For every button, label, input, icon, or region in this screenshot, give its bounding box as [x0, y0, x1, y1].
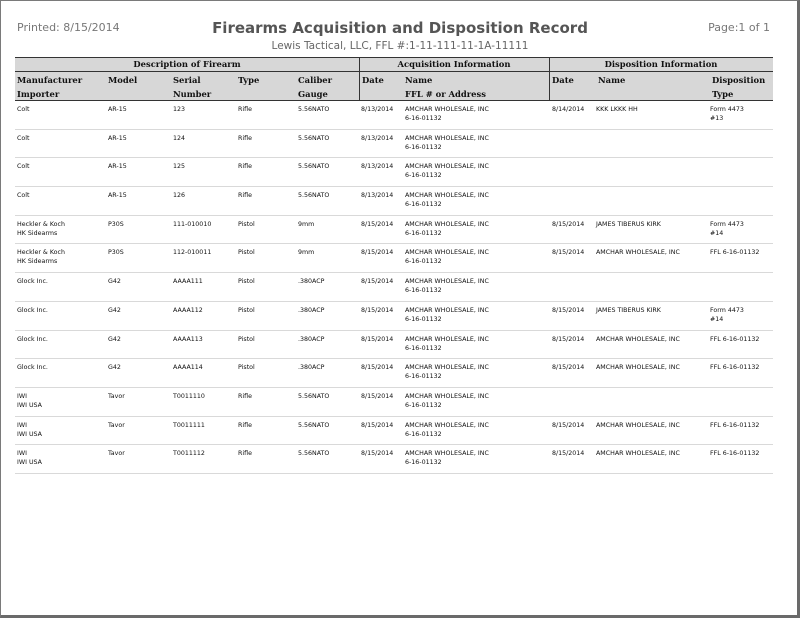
cell-manufacturer: [17, 363, 48, 372]
cell-type-line: Rifle: [238, 134, 252, 142]
cell-acq-date: [361, 335, 393, 344]
cell-disposition-type-line: FFL 6-16-01132: [710, 450, 760, 458]
cell-acq-name-line2: 6-16-01132: [405, 287, 442, 295]
cell-manufacturer-line: Glock Inc.: [17, 278, 48, 286]
cell-acq-name: [405, 363, 489, 381]
cell-model-line: G42: [108, 335, 121, 343]
cell-type: [238, 363, 255, 372]
cell-model: [108, 363, 121, 372]
cell-caliber-line: 5.56NATO: [298, 134, 330, 142]
cell-acq-date-line: 8/15/2014: [361, 278, 394, 286]
cell-acq-name-line: AMCHAR WHOLESALE, INC: [405, 450, 489, 458]
cell-acq-date-line: 8/15/2014: [361, 335, 394, 343]
cell-disposition-type-line: Form 4473: [710, 106, 744, 113]
cell-disp-name-line: JAMES TIBERUS KIRK: [596, 220, 661, 228]
cell-manufacturer: [17, 105, 29, 114]
cell-disp-name-line: JAMES TIBERUS KIRK: [596, 306, 661, 314]
col-acq-date: Date: [362, 75, 384, 85]
cell-type: [238, 134, 252, 143]
table-header: [15, 57, 773, 101]
cell-serial-number-line: T0011111: [173, 421, 205, 429]
cell-manufacturer: [17, 306, 48, 315]
cell-caliber: [298, 248, 314, 257]
cell-serial-number: [173, 191, 185, 200]
cell-caliber: [298, 162, 329, 171]
cell-serial-number-line: T0011110: [173, 392, 205, 400]
printed-date: Printed: 8/15/2014: [17, 21, 120, 34]
cell-caliber-line: 9mm: [298, 220, 315, 228]
table-row: [15, 244, 773, 273]
cell-disp-date-line: 8/15/2014: [552, 335, 585, 343]
cell-type: [238, 162, 252, 171]
cell-manufacturer-line: IWI: [17, 450, 27, 458]
cell-caliber: [298, 105, 329, 114]
cell-serial-number-line: 124: [173, 134, 186, 142]
cell-serial-number-line: 123: [173, 106, 186, 113]
cell-caliber-line: 5.56NATO: [298, 106, 330, 113]
cell-acq-date-line: 8/15/2014: [361, 249, 394, 257]
cell-acq-date: [361, 363, 393, 372]
cell-acq-date: [361, 105, 393, 114]
cell-type-line: Pistol: [238, 220, 255, 228]
cell-serial-number: [173, 248, 211, 257]
cell-manufacturer-line: Glock Inc.: [17, 306, 48, 314]
table-row: [15, 331, 773, 360]
report-subtitle: Lewis Tactical, LLC, FFL #:1-11-111-11-1A-11111: [271, 40, 529, 52]
cell-acq-name: [405, 134, 489, 152]
cell-acq-date-line: 8/13/2014: [361, 106, 394, 113]
cell-acq-name-line2: 6-16-01132: [405, 373, 442, 381]
cell-serial-number-line: T0011112: [173, 450, 205, 458]
cell-model-line: G42: [108, 306, 121, 314]
cell-caliber: [298, 335, 324, 344]
cell-acq-name-line: AMCHAR WHOLESALE, INC: [405, 392, 489, 400]
cell-disp-name: [596, 105, 638, 114]
cell-serial-number-line: AAAA113: [173, 335, 203, 343]
cell-disp-date-line: 8/15/2014: [552, 364, 585, 372]
cell-disp-name-line: AMCHAR WHOLESALE, INC: [596, 249, 680, 257]
cell-disp-date: [552, 449, 584, 458]
cell-model: [108, 191, 127, 200]
cell-acq-name: [405, 335, 489, 353]
cell-manufacturer-line2: IWI USA: [17, 430, 42, 438]
cell-serial-number: [173, 306, 203, 315]
group-acquisition-information: Acquisition Information: [359, 58, 549, 72]
cell-acq-name-line: AMCHAR WHOLESALE, INC: [405, 106, 489, 113]
cell-disposition-type-line: Form 4473: [710, 220, 744, 228]
cell-disp-date: [552, 248, 584, 257]
cell-manufacturer-line: IWI: [17, 392, 27, 400]
cell-acq-date: [361, 220, 393, 229]
cell-acq-date-line: 8/13/2014: [361, 192, 394, 200]
cell-caliber: [298, 277, 324, 286]
cell-caliber-line: .380ACP: [298, 306, 325, 314]
cell-caliber-line: 5.56NATO: [298, 450, 330, 458]
cell-manufacturer-line2: HK Sidearms: [17, 229, 58, 237]
cell-caliber-line: .380ACP: [298, 364, 325, 372]
table-row: [15, 388, 773, 417]
cell-acq-name-line: AMCHAR WHOLESALE, INC: [405, 163, 489, 171]
cell-type-line: Rifle: [238, 421, 252, 429]
cell-disp-name-line: AMCHAR WHOLESALE, INC: [596, 450, 680, 458]
cell-model-line: Tavor: [108, 392, 125, 400]
cell-manufacturer: [17, 335, 48, 344]
cell-manufacturer-line: Glock Inc.: [17, 364, 48, 372]
cell-model: [108, 421, 125, 430]
cell-caliber-line: 5.56NATO: [298, 392, 330, 400]
cell-acq-name-line: AMCHAR WHOLESALE, INC: [405, 335, 489, 343]
cell-disp-name: [596, 306, 661, 315]
col-disp-name: Name: [598, 75, 626, 85]
cell-disp-date: [552, 220, 584, 229]
cell-acq-name-line2: 6-16-01132: [405, 229, 442, 237]
col-gauge: Gauge: [298, 89, 328, 99]
col-serial: Serial: [173, 75, 201, 85]
cell-serial-number: [173, 449, 205, 458]
cell-manufacturer: [17, 191, 29, 200]
cell-acq-name-line2: 6-16-01132: [405, 344, 442, 352]
cell-acq-name-line2: 6-16-01132: [405, 201, 442, 209]
cell-manufacturer: [17, 277, 48, 286]
cell-acq-name: [405, 421, 489, 439]
cell-disp-date: [552, 335, 584, 344]
cell-manufacturer-line: Heckler & Koch: [17, 249, 65, 257]
cell-caliber-line: 5.56NATO: [298, 192, 330, 200]
cell-acq-date-line: 8/15/2014: [361, 392, 394, 400]
cell-caliber: [298, 363, 324, 372]
cell-disp-name: [596, 363, 680, 372]
cell-acq-name-line: AMCHAR WHOLESALE, INC: [405, 220, 489, 228]
col-importer: Importer: [17, 89, 60, 99]
cell-serial-number: [173, 421, 205, 430]
cell-serial-number: [173, 363, 203, 372]
cell-acq-date: [361, 277, 393, 286]
cell-manufacturer: [17, 134, 29, 143]
cell-acq-name: [405, 449, 489, 467]
cell-acq-date-line: 8/15/2014: [361, 421, 394, 429]
cell-type: [238, 277, 255, 286]
cell-acq-date: [361, 134, 393, 143]
cell-model-line: AR-15: [108, 163, 127, 171]
cell-model-line: AR-15: [108, 192, 127, 200]
cell-disposition-type: [710, 421, 759, 430]
cell-disp-date-line: 8/15/2014: [552, 220, 585, 228]
cell-acq-name: [405, 162, 489, 180]
cell-model-line: G42: [108, 364, 121, 372]
cell-serial-number: [173, 220, 211, 229]
cell-model-line: Tavor: [108, 450, 125, 458]
cell-acq-date-line: 8/15/2014: [361, 220, 394, 228]
cell-type-line: Rifle: [238, 163, 252, 171]
cell-acq-name: [405, 105, 489, 123]
cell-manufacturer-line: Glock Inc.: [17, 335, 48, 343]
cell-manufacturer-line: Colt: [17, 134, 30, 142]
report-title: Firearms Acquisition and Disposition Record: [212, 19, 588, 37]
table-row: [15, 273, 773, 302]
group-disposition-information: Disposition Information: [549, 58, 773, 72]
cell-manufacturer-line: IWI: [17, 421, 27, 429]
cell-manufacturer-line: Colt: [17, 106, 30, 113]
cell-acq-date: [361, 392, 393, 401]
cell-disp-date-line: 8/14/2014: [552, 106, 585, 113]
cell-disp-name: [596, 248, 680, 257]
col-manufacturer: Manufacturer: [17, 75, 83, 85]
cell-serial-number: [173, 134, 185, 143]
cell-acq-name: [405, 191, 489, 209]
cell-caliber-line: 5.56NATO: [298, 421, 330, 429]
cell-disposition-type-line2: #14: [710, 315, 724, 323]
cell-disposition-type-line2: #13: [710, 115, 724, 122]
cell-serial-number: [173, 335, 203, 344]
cell-acq-name-line2: 6-16-01132: [405, 258, 442, 266]
cell-disp-date-line: 8/15/2014: [552, 306, 585, 314]
col-model: Model: [108, 75, 138, 85]
cell-caliber: [298, 392, 329, 401]
cell-disp-name: [596, 220, 661, 229]
col-type: Type: [238, 75, 260, 85]
cell-disposition-type: [710, 449, 759, 458]
cell-serial-number-line: AAAA112: [173, 306, 203, 314]
cell-disposition-type-line: FFL 6-16-01132: [710, 421, 760, 429]
cell-acq-date-line: 8/13/2014: [361, 163, 394, 171]
header-divider: [549, 58, 550, 100]
cell-serial-number-line: 126: [173, 192, 186, 200]
cell-manufacturer-line: Colt: [17, 192, 30, 200]
cell-type: [238, 392, 252, 401]
cell-serial-number: [173, 392, 205, 401]
cell-disp-name-line: AMCHAR WHOLESALE, INC: [596, 335, 680, 343]
cell-acq-name-line2: 6-16-01132: [405, 172, 442, 180]
cell-disp-date: [552, 105, 584, 114]
col-disposition: Disposition: [712, 75, 766, 85]
cell-caliber: [298, 306, 324, 315]
cell-serial-number-line: 112-010011: [173, 249, 212, 257]
table-row: [15, 101, 773, 130]
table-row: [15, 359, 773, 388]
cell-disp-name: [596, 335, 680, 344]
cell-acq-name: [405, 392, 489, 410]
cell-acq-name-line2: 6-16-01132: [405, 430, 442, 438]
cell-acq-name: [405, 306, 489, 324]
cell-caliber-line: .380ACP: [298, 335, 325, 343]
cell-model: [108, 392, 125, 401]
cell-caliber: [298, 220, 314, 229]
cell-acq-date: [361, 421, 393, 430]
cell-acq-name-line: AMCHAR WHOLESALE, INC: [405, 364, 489, 372]
col-serial-number: Number: [173, 89, 212, 99]
header-divider: [359, 58, 360, 100]
group-description-of-firearm: Description of Firearm: [15, 58, 359, 72]
cell-serial-number-line: AAAA111: [173, 278, 203, 286]
cell-model-line: G42: [108, 278, 121, 286]
cell-manufacturer: [17, 162, 29, 171]
cell-type: [238, 306, 255, 315]
cell-disp-date-line: 8/15/2014: [552, 421, 585, 429]
cell-caliber: [298, 134, 329, 143]
cell-disp-name-line: KKK LKKK HH: [596, 106, 638, 113]
cell-model: [108, 277, 121, 286]
cell-acq-date: [361, 449, 393, 458]
cell-disp-date-line: 8/15/2014: [552, 450, 585, 458]
cell-disposition-type-line: FFL 6-16-01132: [710, 249, 760, 257]
cell-type: [238, 421, 252, 430]
cell-type: [238, 449, 252, 458]
cell-acq-date-line: 8/13/2014: [361, 134, 394, 142]
cell-model: [108, 134, 127, 143]
cell-caliber-line: 5.56NATO: [298, 163, 330, 171]
cell-type-line: Rifle: [238, 450, 252, 458]
table-row: [15, 302, 773, 331]
cell-disp-date-line: 8/15/2014: [552, 249, 585, 257]
cell-acq-name-line2: 6-16-01132: [405, 315, 442, 323]
cell-model-line: P30S: [108, 249, 124, 257]
col-acq-ffl: FFL # or Address: [405, 89, 486, 99]
cell-manufacturer: [17, 220, 65, 238]
cell-type-line: Pistol: [238, 364, 255, 372]
page-number: Page:1 of 1: [708, 21, 770, 34]
cell-disp-name: [596, 449, 680, 458]
cell-model-line: Tavor: [108, 421, 125, 429]
cell-model: [108, 162, 127, 171]
col-caliber: Caliber: [298, 75, 333, 85]
cell-disposition-type-line: Form 4473: [710, 306, 744, 314]
cell-model: [108, 220, 124, 229]
cell-acq-date-line: 8/15/2014: [361, 450, 394, 458]
cell-manufacturer: [17, 248, 65, 266]
cell-type: [238, 220, 255, 229]
cell-serial-number-line: 111-010010: [173, 220, 212, 228]
cell-acq-name-line2: 6-16-01132: [405, 401, 442, 409]
cell-manufacturer: [17, 449, 42, 467]
cell-caliber: [298, 449, 329, 458]
cell-disposition-type: [710, 363, 759, 372]
col-acq-name: Name: [405, 75, 433, 85]
cell-serial-number-line: AAAA114: [173, 364, 203, 372]
cell-acq-name: [405, 220, 489, 238]
cell-acq-name: [405, 248, 489, 266]
cell-acq-date-line: 8/15/2014: [361, 364, 394, 372]
cell-disposition-type: [710, 335, 759, 344]
cell-caliber-line: .380ACP: [298, 278, 325, 286]
cell-acq-name-line2: 6-16-01132: [405, 459, 442, 467]
cell-acq-date: [361, 248, 393, 257]
cell-model-line: AR-15: [108, 134, 127, 142]
table-row: [15, 216, 773, 245]
cell-acq-name-line: AMCHAR WHOLESALE, INC: [405, 249, 489, 257]
cell-type: [238, 105, 252, 114]
cell-serial-number: [173, 277, 203, 286]
cell-model: [108, 306, 121, 315]
cell-manufacturer-line2: HK Sidearms: [17, 258, 58, 266]
cell-disp-date: [552, 363, 584, 372]
cell-manufacturer: [17, 392, 42, 410]
cell-type: [238, 248, 255, 257]
cell-disposition-type: [710, 220, 744, 238]
cell-acq-name-line: AMCHAR WHOLESALE, INC: [405, 421, 489, 429]
cell-type-line: Pistol: [238, 335, 255, 343]
table-row: [15, 130, 773, 159]
cell-acq-name-line2: 6-16-01132: [405, 115, 442, 122]
cell-acq-name-line2: 6-16-01132: [405, 143, 442, 151]
cell-model-line: P30S: [108, 220, 124, 228]
cell-type: [238, 335, 255, 344]
cell-acq-name-line: AMCHAR WHOLESALE, INC: [405, 192, 489, 200]
cell-caliber: [298, 191, 329, 200]
cell-disp-name: [596, 421, 680, 430]
cell-type-line: Rifle: [238, 192, 252, 200]
col-disp-date: Date: [552, 75, 574, 85]
cell-disposition-type: [710, 248, 759, 257]
cell-acq-date: [361, 306, 393, 315]
cell-acq-date: [361, 191, 393, 200]
cell-model-line: AR-15: [108, 106, 127, 113]
cell-type-line: Rifle: [238, 392, 252, 400]
cell-acq-name-line: AMCHAR WHOLESALE, INC: [405, 134, 489, 142]
cell-acq-date-line: 8/15/2014: [361, 306, 394, 314]
cell-acq-name: [405, 277, 489, 295]
cell-disp-name-line: AMCHAR WHOLESALE, INC: [596, 364, 680, 372]
cell-acq-name-line: AMCHAR WHOLESALE, INC: [405, 306, 489, 314]
cell-disposition-type-line: FFL 6-16-01132: [710, 335, 760, 343]
cell-disposition-type: [710, 306, 744, 324]
cell-disp-date: [552, 421, 584, 430]
table-row: [15, 417, 773, 446]
cell-caliber: [298, 421, 329, 430]
table-row: [15, 187, 773, 216]
cell-manufacturer-line2: IWI USA: [17, 401, 42, 409]
cell-type-line: Pistol: [238, 306, 255, 314]
cell-disp-date: [552, 306, 584, 315]
cell-model: [108, 335, 121, 344]
cell-disposition-type-line2: #14: [710, 229, 724, 237]
table-row: [15, 158, 773, 187]
table-row: [15, 445, 773, 474]
cell-model: [108, 248, 124, 257]
cell-type: [238, 191, 252, 200]
record-table: [15, 57, 773, 474]
cell-model: [108, 449, 125, 458]
cell-acq-name-line: AMCHAR WHOLESALE, INC: [405, 278, 489, 286]
cell-serial-number-line: 125: [173, 163, 186, 171]
cell-type-line: Pistol: [238, 249, 255, 257]
cell-type-line: Rifle: [238, 106, 252, 113]
cell-caliber-line: 9mm: [298, 249, 315, 257]
cell-disposition-type-line: FFL 6-16-01132: [710, 364, 760, 372]
col-disposition-type: Type: [712, 89, 734, 99]
cell-manufacturer-line: Heckler & Koch: [17, 220, 65, 228]
cell-model: [108, 105, 127, 114]
cell-disp-name-line: AMCHAR WHOLESALE, INC: [596, 421, 680, 429]
cell-serial-number: [173, 105, 185, 114]
cell-manufacturer-line: Colt: [17, 163, 30, 171]
cell-type-line: Pistol: [238, 278, 255, 286]
cell-serial-number: [173, 162, 185, 171]
cell-manufacturer: [17, 421, 42, 439]
cell-disposition-type: [710, 105, 744, 123]
cell-manufacturer-line2: IWI USA: [17, 459, 42, 467]
table-body: [15, 101, 773, 474]
cell-acq-date: [361, 162, 393, 171]
